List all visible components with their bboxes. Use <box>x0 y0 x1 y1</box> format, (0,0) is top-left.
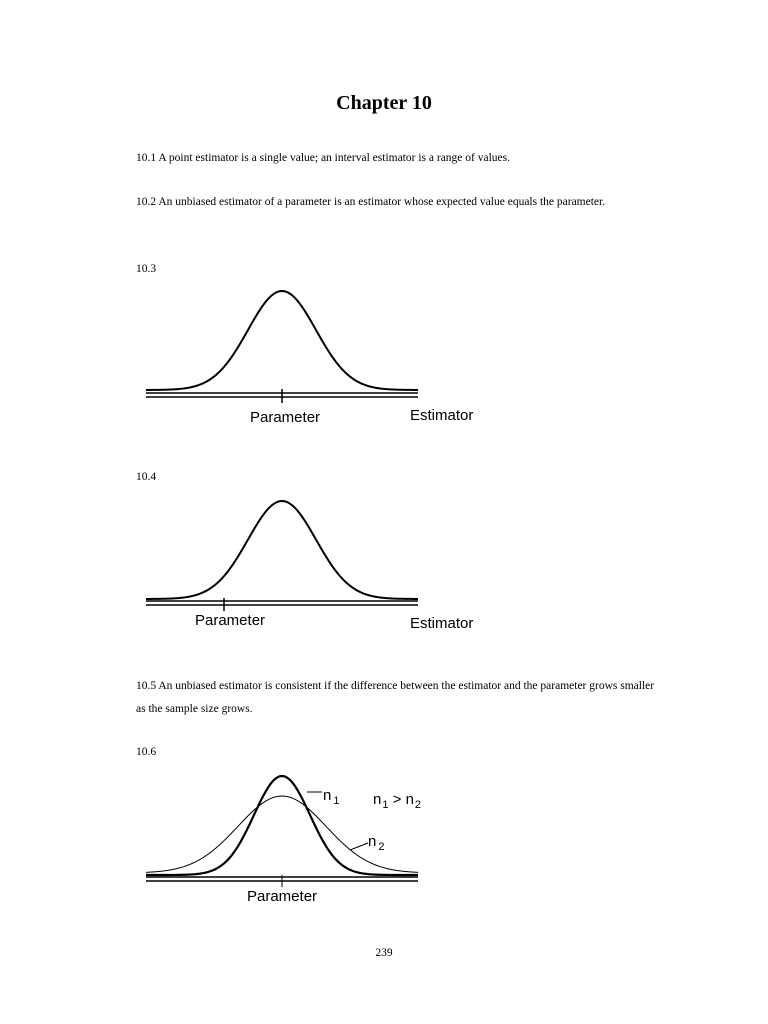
figure-10-3-svg <box>136 280 536 430</box>
parameter-label: Parameter <box>195 612 266 629</box>
estimator-label: Estimator <box>410 615 474 632</box>
question-10-5: 10.5 An unbiased estimator is consistent if the difference between the estimator and the parameter grows smaller as the sample size grows. <box>136 680 655 715</box>
page-number: 239 <box>375 947 393 959</box>
sampling-distribution-curve <box>146 501 418 599</box>
figure-10-4-svg <box>136 488 536 638</box>
estimator-label: Estimator <box>410 407 474 424</box>
n1-label: n $_1$ <box>323 787 340 807</box>
sample-size-relation: $n_1 > n_2$ <box>373 791 422 811</box>
figure-10-3 <box>136 280 536 430</box>
n2-leader-line <box>350 843 368 850</box>
question-10-6-label: 10.6 <box>136 746 157 758</box>
question-10-4-label: 10.4 <box>136 471 157 483</box>
question-10-3-label: 10.3 <box>136 263 157 275</box>
page-title: Chapter 10 <box>336 92 432 114</box>
question-10-1: 10.1 A point estimator is a single value; an interval estimator is a range of values. <box>136 152 510 164</box>
question-10-2: 10.2 An unbiased estimator of a parameter is an estimator whose expected value equals the parameter. <box>136 196 606 208</box>
figure-10-6 <box>136 765 536 915</box>
sampling-distribution-curve <box>146 291 418 390</box>
figure-10-6-svg <box>136 765 536 915</box>
n2-label: n $_2$ <box>368 833 385 853</box>
figure-10-4 <box>136 488 536 638</box>
parameter-label: Parameter <box>247 888 318 905</box>
parameter-label: Parameter <box>250 409 321 426</box>
